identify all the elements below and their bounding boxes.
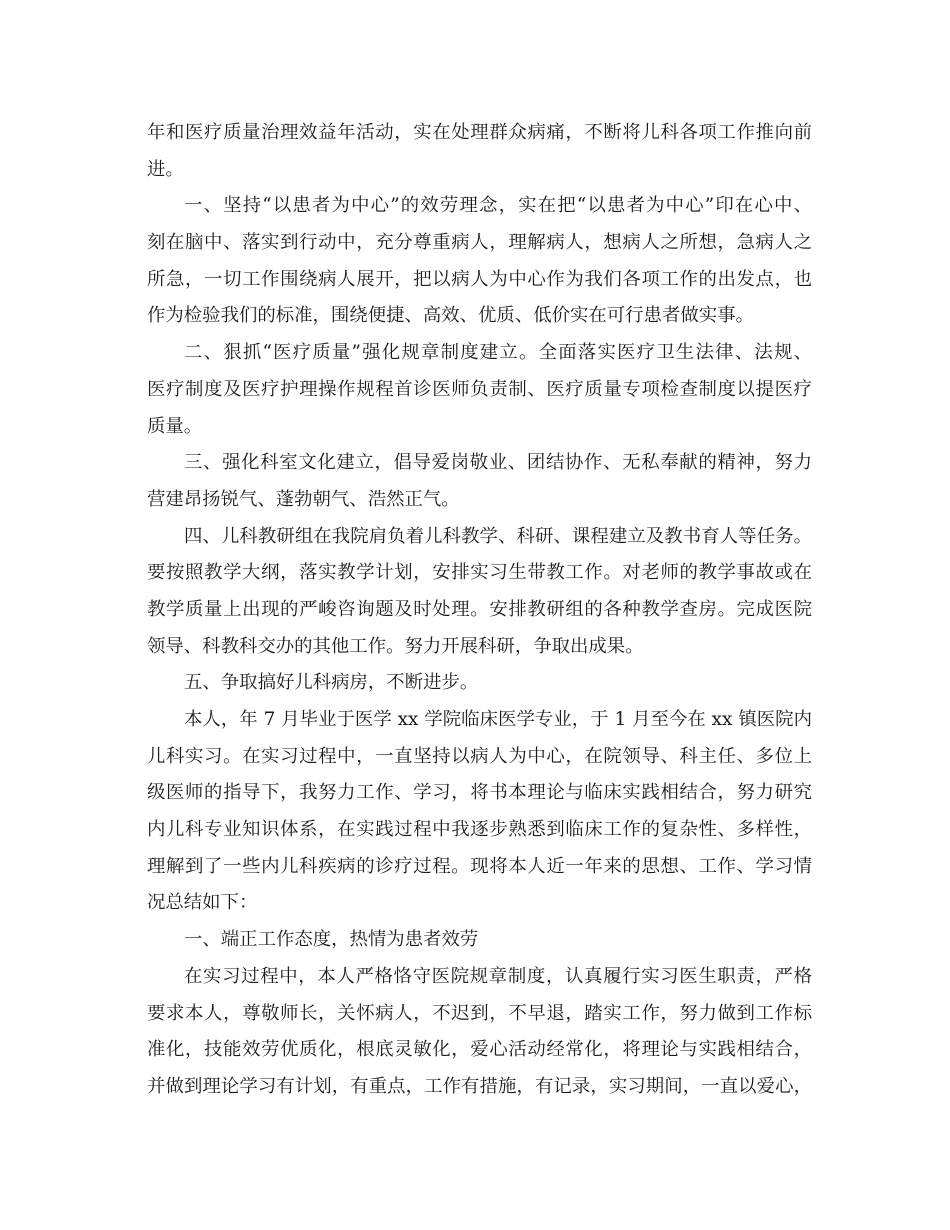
text-line: 况总结如下： <box>147 892 258 914</box>
text-line: 进。 <box>147 158 184 180</box>
text-line: 三、强化科室文化建立，倡导爱岗敬业、团结协作、无私奉献的精神，努力 <box>184 452 812 474</box>
text-line: 一、端正工作态度，热情为患者效劳 <box>184 929 479 951</box>
text-line: 年和医疗质量治理效益年活动，实在处理群众病痛，不断将儿科各项工作推向前 <box>147 122 812 143</box>
text-line: 准化，技能效劳优质化，根底灵敏化，爱心活动经常化，将理论与实践相结合， <box>147 1039 812 1061</box>
text-line: 医疗制度及医疗护理操作规程首诊医师负责制、医疗质量专项检查制度以提医疗 <box>147 378 812 400</box>
text-line: 本人，年 7 月毕业于医学 xx 学院临床医学专业，于 1 月至今在 xx 镇医院内 <box>184 709 812 730</box>
text-line: 内儿科专业知识体系，在实践过程中我逐步熟悉到临床工作的复杂性、多样性， <box>147 819 812 841</box>
text-line: 质量。 <box>147 415 203 437</box>
text-line: 要按照教学大纲，落实教学计划，安排实习生带教工作。对老师的教学事故或在 <box>147 562 812 584</box>
text-line: 儿科实习。在实习过程中，一直坚持以病人为中心，在院领导、科主任、多位上 <box>147 745 812 767</box>
text-line: 级医师的指导下，我努力工作、学习，将书本理论与临床实践相结合，努力研究 <box>147 782 812 804</box>
text-line: 理解到了一些内儿科疾病的诊疗过程。现将本人近一年来的思想、工作、学习情 <box>147 855 812 877</box>
document-body <box>147 115 812 1106</box>
text-line: 四、儿科教研组在我院肩负着儿科教学、科研、课程建立及教书育人等任务。 <box>184 525 812 547</box>
text-line: 并做到理论学习有计划，有重点，工作有措施，有记录，实习期间，一直以爱心， <box>147 1075 812 1097</box>
text-line: 五、争取搞好儿科病房，不断进步。 <box>184 672 479 694</box>
text-line: 营建昂扬锐气、蓬勃朝气、浩然正气。 <box>147 488 460 510</box>
text-line: 所急，一切工作围绕病人展开，把以病人为中心作为我们各项工作的出发点，也 <box>147 268 812 290</box>
text-line: 一、坚持“以患者为中心”的效劳理念，实在把“以患者为中心”印在心中、 <box>184 195 812 217</box>
text-line: 刻在脑中、落实到行动中，充分尊重病人，理解病人，想病人之所想，急病人之 <box>147 232 812 254</box>
text-line: 在实习过程中，本人严格恪守医院规章制度，认真履行实习医生职责，严格 <box>184 965 812 987</box>
text-line: 二、狠抓“医疗质量”强化规章制度建立。全面落实医疗卫生法律、法规、 <box>184 342 812 364</box>
text-line: 教学质量上出现的严峻咨询题及时处理。安排教研组的各种教学查房。完成医院 <box>147 598 812 620</box>
text-line: 要求本人，尊敬师长，关怀病人，不迟到，不早退，踏实工作，努力做到工作标 <box>147 1002 812 1024</box>
text-line: 领导、科教科交办的其他工作。努力开展科研，争取出成果。 <box>147 635 644 657</box>
text-line: 作为检验我们的标准，围绕便捷、高效、优质、低价实在可行患者做实事。 <box>147 305 754 327</box>
